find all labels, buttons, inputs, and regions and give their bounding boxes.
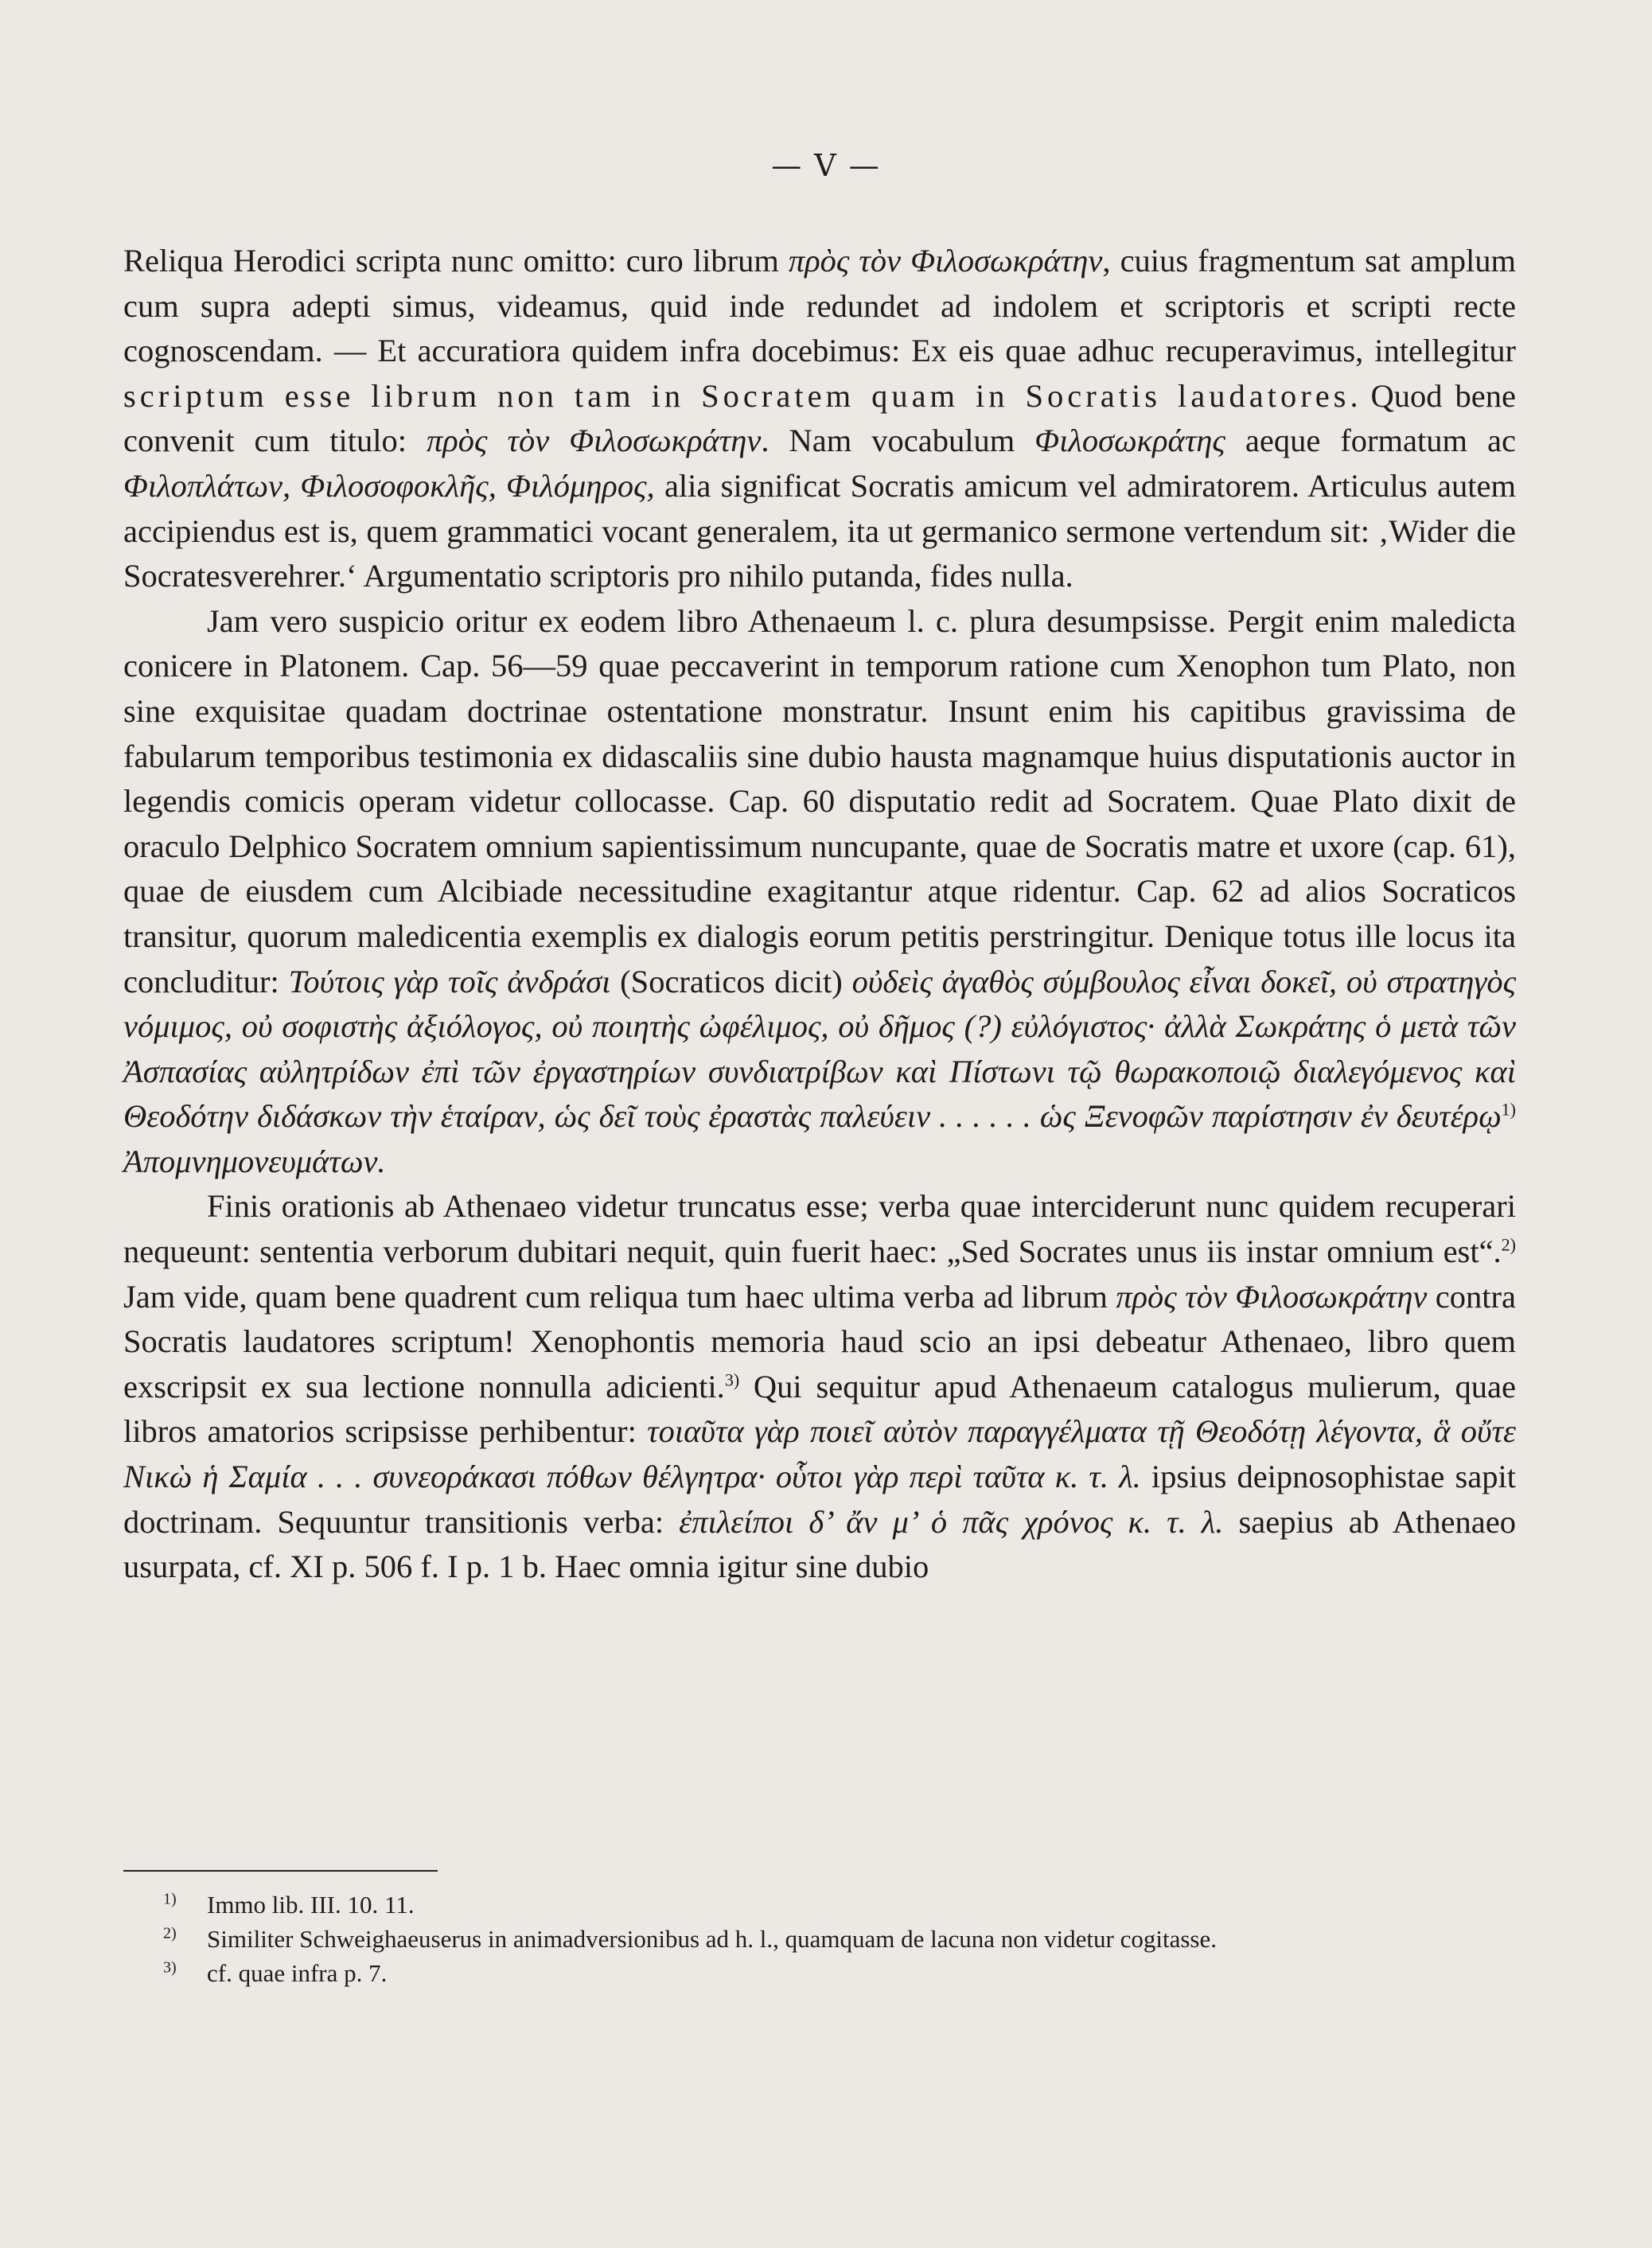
footnote-rule xyxy=(123,1870,438,1872)
greek-quotation: Φιλοπλάτων, Φιλοσοφοκλῆς, Φιλόμηρος, xyxy=(123,467,655,504)
footnote-mark xyxy=(163,1888,207,1922)
text-segment: aeque formatum ac xyxy=(1225,423,1516,459)
footnote-mark-number: 2) xyxy=(163,1924,177,1942)
footnote-reference: 2) xyxy=(1501,1234,1516,1255)
text-segment: . Nam vocabulum xyxy=(761,423,1035,459)
footnote xyxy=(163,1888,1532,1922)
footnote-reference: 3) xyxy=(724,1369,740,1390)
greek-quotation: ἐπιλείποι δ’ ἄν μ’ ὁ πᾶς χρόνος κ. τ. λ. xyxy=(679,1503,1224,1540)
text-segment: Finis orationis ab Athenaeo videtur truncatus esse; verba quae interciderunt nunc quidem recuperari nequeunt: sententia verborum dubitari nequit, quin fuerit haec: „Sed Socrates unus iis instar omnium est“. xyxy=(123,1188,1516,1270)
footnotes xyxy=(163,1888,1532,1990)
body-text xyxy=(123,239,1516,1590)
text-segment: saepius ab Athenaeo usurpata, cf. XI p. 506 f. I p. 1 b. Haec omnia igitur sine dubio xyxy=(123,1503,1516,1585)
text-segment: (Socraticos dicit) xyxy=(610,963,852,999)
paragraph xyxy=(123,239,1516,599)
footnote-mark xyxy=(163,1922,207,1956)
greek-quotation: πρὸς τὸν Φιλοσωκράτην xyxy=(788,243,1103,279)
greek-quotation: Φιλοσωκράτης xyxy=(1034,423,1225,459)
greek-quotation: πρὸς τὸν Φιλοσωκράτην xyxy=(1116,1278,1428,1315)
paragraph xyxy=(123,599,1516,1185)
footnote-mark xyxy=(163,1956,207,1990)
text-segment: Jam vero suspicio oritur ex eodem libro Athenaeum l. c. plura desumpsisse. Pergit enim maledicta conicere in Platonem. Cap. 56—59 quae peccaverint in temporum ratione cum Xenophon tum Plato, non sine exquisitae quadam doctrinae ostentatione monstratur. Insunt enim his capitibus gravissima de fabularum temporibus testimonia ex didascaliis sine dubio hausta magnamque huius disputationis auctor in legendis comicis operam videtur collocasse. Cap. 60 disputatio redit ad Socratem. Quae Plato dixit de oraculo Delphico Socratem omnium sapientissimum nuncupante, quae de Socratis matre et uxore (cap. 61), quae de eiusdem cum Alcibiade necessitudine exagitantur atque ridentur. Cap. 62 ad alios Socraticos transitur, quorum maledicentia exemplis ex dialogis eorum petitis perstringitur. Denique totus ille locus ita concluditur: xyxy=(123,602,1516,999)
text-segment: ipsius deipnosophistae sapit doctrinam. Sequuntur transitionis verba: xyxy=(123,1459,1516,1540)
greek-quotation: Ἀπομνημονευμάτων. xyxy=(123,1143,386,1179)
page-number: — V — xyxy=(771,148,881,183)
emphasized-text: scriptum esse librum non tam in Socratem quam in Socratis laudatores xyxy=(123,377,1350,414)
greek-quotation: Τούτοις γὰρ τοῖς ἀνδράσι xyxy=(288,963,611,999)
footnote-mark-number: 1) xyxy=(163,1890,177,1908)
paragraph xyxy=(123,1184,1516,1589)
greek-quotation: οὐδεὶς ἀγαθὸς σύμβουλος εἶναι δοκεῖ, οὐ στρατηγὸς νόμιμος, οὐ σοφιστὴς ἀξιόλογος, οὐ ποιητὴς ὠφέλιμος, οὐ δῆμος (?) εὐλόγιστος· ἀλλὰ Σωκράτης ὁ μετὰ τῶν Ἀσπασίας αὐλητρίδων ἐπὶ τῶν ἐργαστηρίων συνδιατρίβων καὶ Πίστωνι τῷ θωρακοποιῷ διαλεγόμενος καὶ Θεοδότην διδάσκων τὴν ἑταίραν, ὡς δεῖ τοὺς ἐραστὰς παλεύειν . . . . . . ὡς Ξενοφῶν παρίστησιν ἐν δευτέρῳ xyxy=(123,963,1516,1135)
text-segment: Jam vide, quam bene quadrent cum reliqua tum haec ultima verba ad librum xyxy=(123,1278,1116,1315)
greek-quotation: τοιαῦτα γὰρ ποιεῖ αὐτὸν παραγγέλματα τῇ Θεοδότῃ λέγοντα, ἃ οὔτε Νικὼ ἡ Σαμία . . . συνεοράκασι πόθων θέλγητρα· οὗτοι γὰρ περὶ ταῦτα κ. τ. λ. xyxy=(123,1413,1516,1495)
footnote-mark-number: 3) xyxy=(163,1958,177,1977)
text-segment: , cuius fragmentum sat amplum cum supra adepti simus, videamus, quid inde redundet ad indolem et scriptoris et scripti recte cognoscendam. — Et accuratiora quidem infra docebimus: Ex eis quae adhuc recuperavimus, intellegitur xyxy=(123,243,1516,369)
footnote-text: cf. quae infra p. 7. xyxy=(207,1959,388,1987)
footnote-reference: 1) xyxy=(1501,1099,1516,1120)
footnote-text: Similiter Schweighaeuserus in animadversionibus ad h. l., quamquam de lacuna non videtur cogitasse. xyxy=(207,1925,1217,1953)
footnote xyxy=(163,1922,1532,1956)
text-segment: contra Socratis laudatores scriptum! Xenophontis memoria haud scio an ipsi debeatur Athenaeo, libro quem exscripsit ex sua lectione nonnulla adicienti. xyxy=(123,1278,1516,1405)
footnote xyxy=(163,1956,1532,1990)
text-segment: Reliqua Herodici scripta nunc omitto: curo librum xyxy=(123,243,789,279)
text-segment: . Quod bene convenit cum titulo: xyxy=(123,377,1516,459)
text-segment: alia significat Socratis amicum vel admiratorem. Articulus autem accipiendus est is, quem grammatici vocant generalem, ita ut germanico sermone vertendum sit: ‚Wider die Socratesverehrer.‘ Argumentatio scriptoris pro nihilo putanda, fides nulla. xyxy=(123,467,1516,594)
greek-quotation: πρὸς τὸν Φιλοσωκράτην xyxy=(427,423,762,459)
text-segment: Qui sequitur apud Athenaeum catalogus mulierum, quae libros amatorios scripsisse perhibentur: xyxy=(123,1368,1516,1450)
footnote-text: Immo lib. III. 10. 11. xyxy=(207,1891,415,1919)
